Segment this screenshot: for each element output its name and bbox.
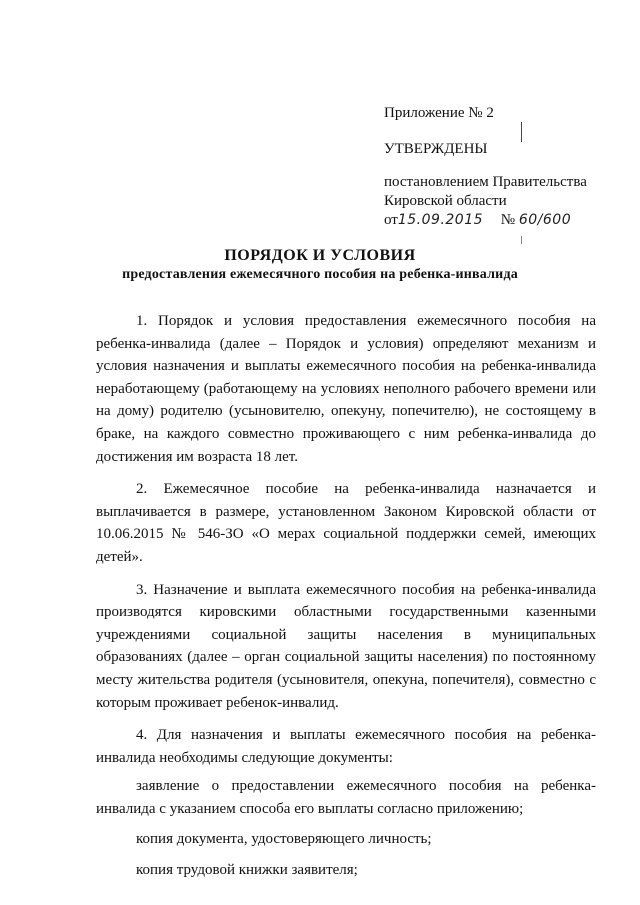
document-title: ПОРЯДОК И УСЛОВИЯ <box>224 247 416 264</box>
paragraph-1: 1. Порядок и условия предоставления ежемесячного пособия на ребенка-инвалида (далее – Порядок и условия) определяют механизм и условия назначения и выплаты ежемесячного пособия на ребенка-инвалида неработающему (работающему на условиях неполного рабочего времени или на дому) родителю (усыновителю, опекуну, попечителю), не состоящему в браке, на каждого совместно проживающего с ним ребенка-инвалида до достижения им возраста 18 лет. <box>96 313 596 465</box>
paragraph-3: 3. Назначение и выплата ежемесячного пособия на ребенка-инвалида производятся кировскими областными государственными казенными учреждениями социальной защиты населения в муниципальных образованиях (далее – орган социальной защиты населения) по постоянному месту жительства родителя (усыновителя, опекуна, попечителя), совместно с которым проживает ребенок-инвалид. <box>96 581 596 711</box>
appendix-label: Приложение № 2 <box>384 105 494 121</box>
document-list-item: копия документа, удостоверяющего личность; <box>136 831 432 848</box>
date-prefix: от <box>384 212 398 228</box>
decree-line-2: Кировской области <box>384 193 507 209</box>
paragraph-4: 4. Для назначения и выплаты ежемесячного пособия на ребенка-инвалида необходимы следующие документы: <box>96 727 596 766</box>
decree-date-number-line <box>384 211 624 230</box>
document-list-item: копия трудовой книжки заявителя; <box>136 862 358 879</box>
document-subtitle: предоставления ежемесячного пособия на ребенка-инвалида <box>122 267 518 282</box>
document-body <box>96 310 596 890</box>
number-prefix: № <box>500 212 516 228</box>
approval-block <box>384 104 624 230</box>
scan-artifact-mark <box>521 122 522 142</box>
paragraph-2: 2. Ежемесячное пособие на ребенка-инвалида назначается и выплачивается в размере, установленном Законом Кировской области от 10.06.2015 № 546-ЗО «О мерах социальной поддержки семей, имеющих детей». <box>96 481 596 565</box>
handwritten-number: 60/600 <box>518 212 572 228</box>
handwritten-date: 15.09.2015 <box>397 212 484 228</box>
document-list-item: заявление о предоставлении ежемесячного пособия на ребенка-инвалида с указанием способа его выплаты согласно приложению; <box>96 778 596 817</box>
approved-label: УТВЕРЖДЕНЫ <box>384 141 488 157</box>
scan-artifact-mark <box>521 236 522 244</box>
decree-line-1: постановлением Правительства <box>384 174 587 190</box>
